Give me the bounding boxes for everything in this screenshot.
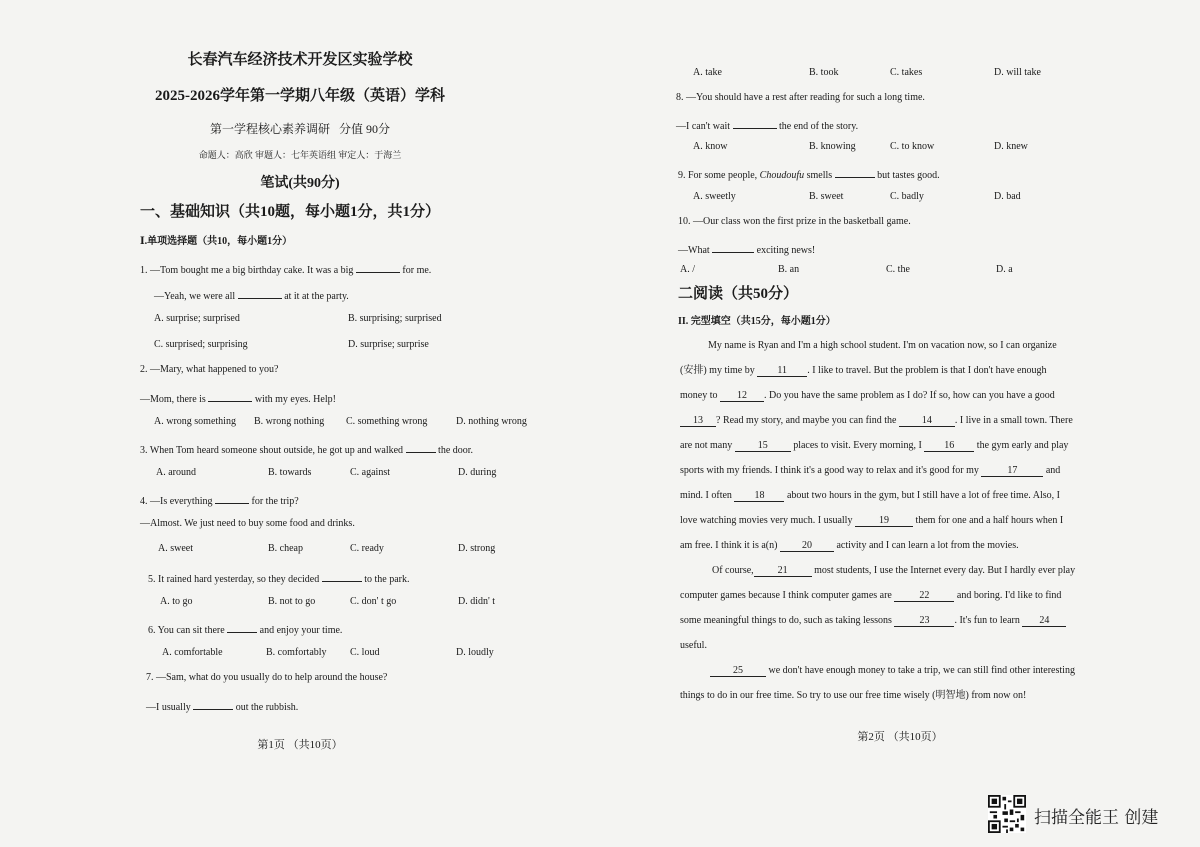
exam-name: 第一学程核心素养调研 (209, 122, 330, 136)
question-7-reply: —I usually out the rubbish. (146, 698, 298, 714)
option: B. comfortably (266, 647, 327, 658)
part-1-heading: Ⅰ.单项选择题（共10，每小题1分） (140, 236, 293, 247)
question-1-reply: —Yeah, we were all at it at the party. (154, 287, 349, 303)
passage-line: (安排) my time by 11 . I like to travel. But the problem is that I don't have enough (680, 365, 1047, 376)
passage-line: mind. I often 18 about two hours in the gym, but I still have a lot of free time. Also, I (680, 490, 1060, 501)
option: A. around (156, 467, 196, 478)
passage-line: love watching movies very much. I usually 19 them for one and a half hours when I (680, 515, 1064, 526)
option: C. something wrong (346, 416, 428, 427)
passage-line: Of course, 21 most students, I use the Internet every day. But I hardly ever play (712, 565, 1076, 576)
passage-line: some meaningful things to do, such as taking lessons 23 . It's fun to learn 24 (680, 615, 1066, 627)
option: A. sweet (158, 543, 193, 554)
cloze-blank: 23 (894, 615, 954, 627)
cloze-blank: 17 (981, 465, 1043, 477)
cloze-blank: 13 (680, 415, 716, 427)
written-heading: 笔试(共90分) (260, 176, 340, 191)
question-2-reply: —Mom, there is with my eyes. Help! (140, 390, 336, 406)
option: B. cheap (268, 543, 303, 554)
option: B. took (809, 67, 839, 78)
exam-score: 分值 90分 (339, 122, 391, 136)
exam-staff: 命题人：高欣 审题人：七年英语组 审定人：于海兰 (198, 150, 402, 160)
question-6: 6. You can sit there and enjoy your time. (148, 621, 342, 637)
cloze-blank: 12 (720, 390, 764, 402)
option: D. didn' t (458, 596, 496, 607)
option: D. a (996, 264, 1013, 275)
scanner-watermark-text: 扫描全能王 创建 (1034, 808, 1159, 828)
option: D. bad (994, 191, 1021, 202)
answer-blank (712, 241, 754, 253)
option: C. badly (890, 191, 924, 202)
option: C. ready (350, 543, 384, 554)
question-2: 2. —Mary, what happened to you? (140, 364, 279, 375)
cloze-blank: 25 (710, 665, 766, 677)
cloze-blank: 16 (924, 440, 974, 452)
option: A. to go (160, 596, 193, 607)
page-footer: 第1页 （共10页） (257, 739, 343, 751)
option: C. don' t go (350, 596, 397, 607)
question-7: 7. —Sam, what do you usually do to help around the house? (146, 672, 388, 683)
option: B. sweet (809, 191, 844, 202)
option: A. comfortable (162, 647, 223, 658)
option: D. will take (994, 67, 1041, 78)
option: D. strong (458, 543, 496, 554)
option: C. loud (350, 647, 380, 658)
question-4: 4. —Is everything for the trip? (140, 492, 299, 508)
question-10-reply: —What exciting news! (678, 241, 815, 257)
scanner-watermark (988, 795, 1188, 835)
exam-subtitle (0, 120, 600, 137)
passage-line: useful. (680, 640, 707, 651)
answer-blank (733, 117, 777, 129)
option: B. towards (268, 467, 312, 478)
passage-line: 25 we don't have enough money to take a trip, we can still find other interesting (710, 665, 1075, 677)
answer-blank (356, 261, 400, 273)
option: B. knowing (809, 141, 856, 152)
passage-line: computer games because I think computer games are 22 and boring. I'd like to find (680, 590, 1062, 601)
option: D. nothing wrong (456, 416, 527, 427)
passage-line: are not many 15 places to visit. Every morning, I 16 the gym early and play (680, 440, 1069, 451)
option: D. loudly (456, 647, 494, 658)
passage-line: money to 12 . Do you have the same problem as I do? If so, how can you have a good (680, 390, 1055, 401)
qr-code-icon (988, 795, 1026, 833)
passage-line: sports with my friends. I think it's a good way to relax and it's good for my 17 and (680, 465, 1061, 476)
option: B. an (778, 264, 800, 275)
option: C. surprised; surprising (154, 339, 248, 350)
passage-line: My name is Ryan and I'm a high school student. I'm on vacation now, so I can organize (708, 340, 1057, 351)
cloze-blank: 22 (894, 590, 954, 602)
option: D. during (458, 467, 497, 478)
cloze-blank: 11 (757, 365, 807, 377)
option: A. sweetly (693, 191, 736, 202)
cloze-blank: 14 (899, 415, 955, 427)
option: C. to know (890, 141, 935, 152)
cloze-blank: 21 (754, 565, 812, 577)
question-9: 9. For some people, Choudoufu smells but tastes good. (678, 166, 940, 182)
part-2-heading: II. 完型填空（共15分，每小题1分） (678, 316, 836, 327)
cloze-blank: 19 (855, 515, 913, 527)
option: C. against (350, 467, 390, 478)
option: A. wrong something (154, 416, 236, 427)
question-3: 3. When Tom heard someone shout outside, he got up and walked the door. (140, 441, 473, 457)
school-title: 长春汽车经济技术开发区实验学校 (187, 52, 413, 68)
option: A. surprise; surprised (154, 313, 240, 324)
option: B. not to go (268, 596, 316, 607)
exam-page-2 (600, 0, 1200, 847)
option: D. knew (994, 141, 1028, 152)
passage-line: 13 ? Read my story, and maybe you can find the 14 . I live in a small town. There (680, 415, 1073, 427)
cloze-blank: 15 (735, 440, 791, 452)
cloze-blank: 20 (780, 540, 834, 552)
option: D. surprise; surprise (348, 339, 429, 350)
question-8: 8. —You should have a rest after reading for such a long time. (676, 92, 925, 103)
term-title: 2025-2026学年第一学期八年级（英语）学科 (155, 88, 445, 104)
answer-blank (227, 621, 257, 633)
option: B. surprising; surprised (348, 313, 442, 324)
option: C. the (886, 264, 910, 275)
answer-blank (208, 390, 252, 402)
cloze-blank: 18 (734, 490, 784, 502)
question-8-reply: —I can't wait the end of the story. (676, 117, 858, 133)
cloze-blank: 24 (1022, 615, 1066, 627)
question-1: 1. —Tom bought me a big birthday cake. It was a big for me. (140, 261, 431, 277)
answer-blank (835, 166, 875, 178)
answer-blank (215, 492, 249, 504)
passage-line: things to do in our free time. So try to use our free time wisely (明智地) from now on! (680, 690, 1027, 701)
question-5: 5. It rained hard yesterday, so they decided to the park. (148, 570, 410, 586)
section-1-heading: 一、基础知识（共10题，每小题1分，共1分） (140, 204, 441, 220)
option: B. wrong nothing (254, 416, 325, 427)
option: A. know (693, 141, 728, 152)
passage-line: am free. I think it is a(n) 20 activity and I can learn a lot from the movies. (680, 540, 1019, 551)
section-2-heading: 二阅读（共50分） (678, 286, 799, 302)
answer-blank (193, 698, 233, 710)
option: A. / (680, 264, 695, 275)
page-footer: 第2页 （共10页） (857, 731, 943, 743)
question-10: 10. —Our class won the first prize in the basketball game. (678, 216, 911, 227)
option: C. takes (890, 67, 923, 78)
answer-blank (238, 287, 282, 299)
question-4-reply: —Almost. We just need to buy some food and drinks. (140, 518, 355, 529)
answer-blank (322, 570, 362, 582)
answer-blank (406, 441, 436, 453)
option: A. take (693, 67, 722, 78)
